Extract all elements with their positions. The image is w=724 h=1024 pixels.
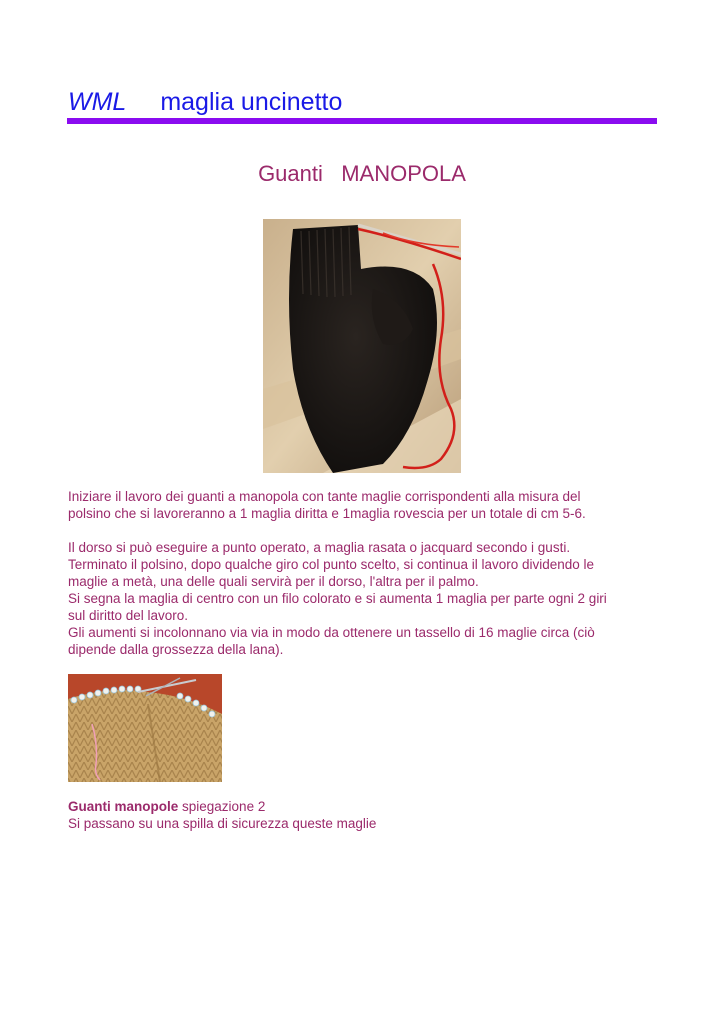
text-line: maglie a metà, una delle quali servirà per il dorso, l'altra per il palmo. xyxy=(68,574,479,589)
intro-paragraph xyxy=(68,488,668,522)
text-line: sul diritto del lavoro. xyxy=(68,608,189,623)
text-line: Terminato il polsino, dopo qualche giro col punto scelto, si continua il lavoro dividendo le xyxy=(68,557,595,572)
body-paragraph xyxy=(68,539,668,658)
caption-bold: Guanti manopole xyxy=(68,799,179,814)
header-subtitle: maglia uncinetto xyxy=(160,88,343,116)
caption-rest: spiegazione 2 xyxy=(178,799,266,814)
text-line: dipende dalla grossezza della lana). xyxy=(68,642,284,657)
caption xyxy=(68,798,668,832)
knitted-mitten-photo xyxy=(263,219,461,473)
text-line: Iniziare il lavoro dei guanti a manopola con tante maglie corrispondenti alla misura del xyxy=(68,489,581,504)
text-line: Gli aumenti si incolonnano via via in modo da ottenere un tassello di 16 maglie circa (ciò xyxy=(68,625,595,640)
caption-line-2: Si passano su una spilla di sicurezza queste maglie xyxy=(68,816,377,831)
text-line: Il dorso si può eseguire a punto operato, a maglia rasata o jacquard secondo i gusti. xyxy=(68,540,571,555)
text-line: Si segna la maglia di centro con un filo colorato e si aumenta 1 maglia per parte ogni 2 giri xyxy=(68,591,607,606)
header-divider xyxy=(67,118,657,124)
knitting-detail-photo xyxy=(68,674,222,782)
text-line: polsino che si lavoreranno a 1 maglia diritta e 1maglia rovescia per un totale di cm 5-6. xyxy=(68,506,586,521)
caption-line xyxy=(68,798,668,815)
brand-name: WML xyxy=(68,88,127,116)
header xyxy=(68,86,658,118)
page-title: Guanti MANOPOLA xyxy=(258,161,466,186)
